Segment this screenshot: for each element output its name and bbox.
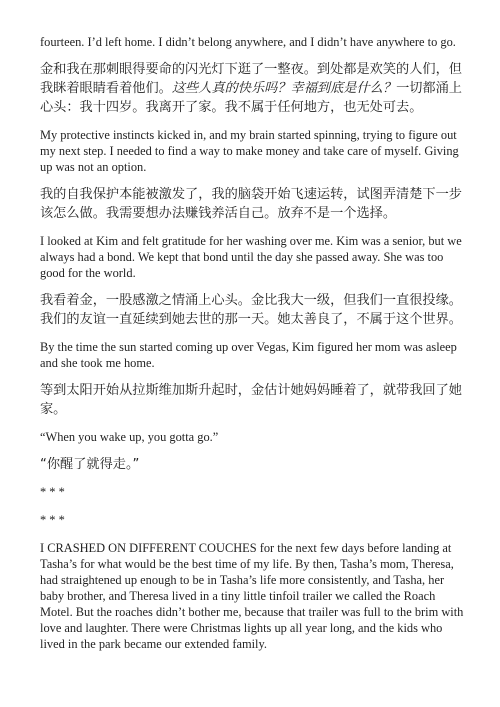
paragraph-chinese-1-italic: 这些人真的快乐吗？幸福到底是什么？ (171, 81, 397, 96)
paragraph-chinese-2: 我的自我保护本能被激发了，我的脑袋开始飞速运转，试图弄清楚下一步该怎么做。我需要想办法赚钱养活自己。放弃不是一个选择。 (40, 187, 462, 221)
paragraph-chinese-3: 我看着金，一股感激之情涌上心头。金比我大一级，但我们一直很投缘。我们的友谊一直延续到她去世的那一天。她太善良了，不属于这个世界。 (40, 293, 462, 327)
paragraph-english-1: fourteen. I’d left home. I didn’t belong anywhere, and I didn’t have anywhere to go. (40, 35, 456, 49)
paragraph-chinese-1-part-a: 金和我在那刺眼得要命的闪光灯下逛了一整夜。到处都是欢笑的人们，但我眯着眼睛看着他们。 (40, 62, 462, 96)
paragraph-chinese-4: 等到太阳开始从拉斯维加斯升起时，金估计她妈妈睡着了，就带我回了她家。 (40, 383, 462, 417)
document-page (40, 34, 464, 662)
paragraph-english-3: I looked at Kim and felt gratitude for her washing over me. Kim was a senior, but we always had a bond. We kept that bond until the day she passed away. She was too good for the world. (40, 234, 462, 280)
paragraph-chinese-5: “你醒了就得走。” (40, 457, 140, 472)
paragraph-english-2: My protective instincts kicked in, and my brain started spinning, trying to figure out my next step. I needed to find a way to make money and take care of myself. Giving up was not an option. (40, 128, 459, 174)
paragraph-chinese-1-part-c: 一切都涌上心头：我十四岁。我离开了家。我不属于任何地方，也无处可去。 (40, 81, 462, 115)
paragraph-chinese-1 (40, 60, 464, 117)
paragraph-english-4: By the time the sun started coming up over Vegas, Kim figured her mom was asleep and she took me home. (40, 340, 457, 370)
section-separator-1: * * * (40, 485, 65, 499)
paragraph-english-5: “When you wake up, you gotta go.” (40, 430, 219, 444)
paragraph-english-6: I CRASHED ON DIFFERENT COUCHES for the next few days before landing at Tasha’s for what would be the best time of my life. By then, Tasha’s mom, Theresa, had straightened up enough to be in Tasha’s life more consistently, and Tasha, her baby brother, and Theresa lived in a tiny little tinfoil trailer we called the Roach Motel. But the roaches didn’t bother me, because that trailer was full to the brim with love and laughter. There were Christmas lights up all year long, and the kids who lived in the park became our extended family. (40, 541, 464, 651)
section-separator-2: * * * (40, 513, 65, 527)
